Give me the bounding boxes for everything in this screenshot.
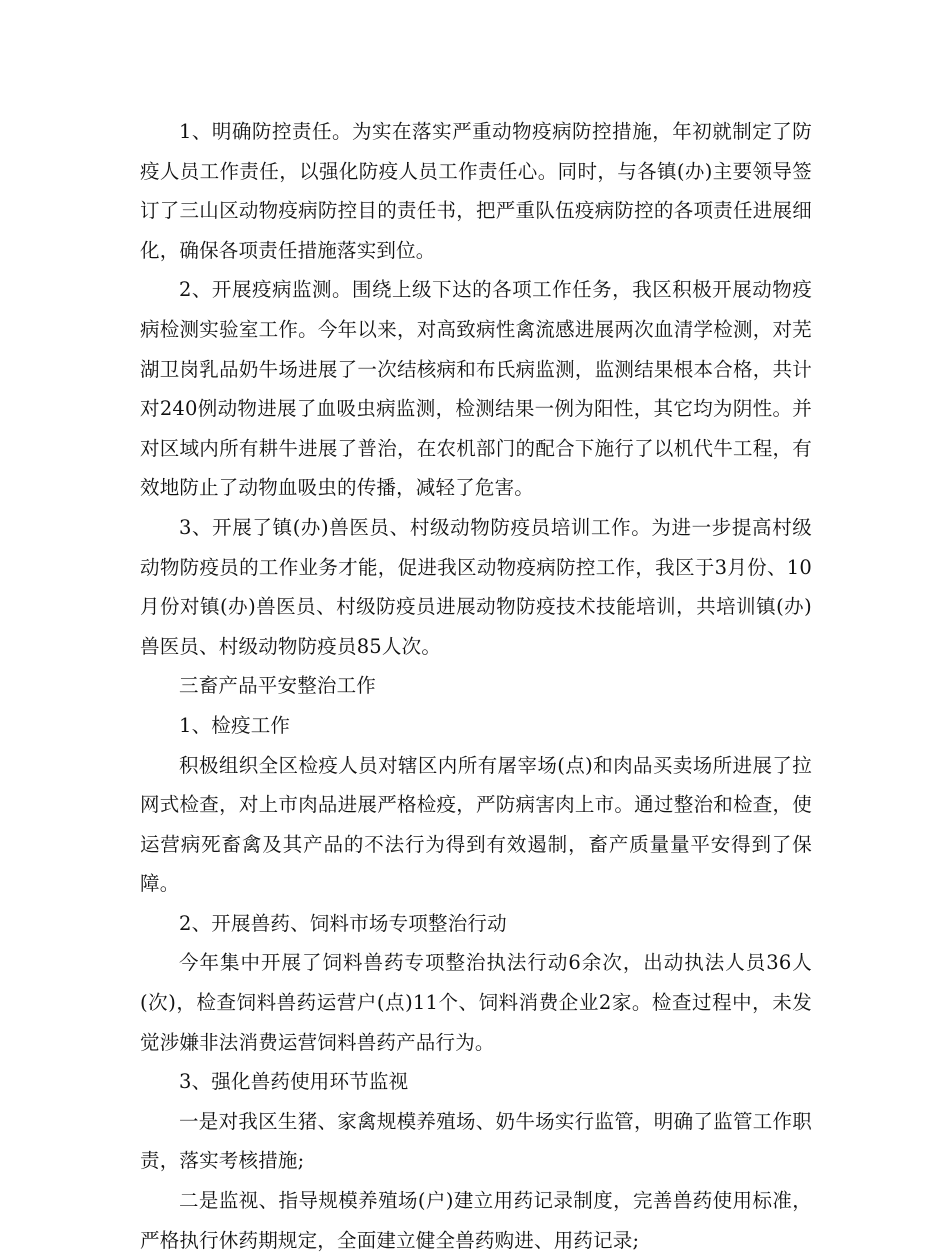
paragraph-farm-supervision: 一是对我区生猪、家禽规模养殖场、奶牛场实行监管，明确了监管工作职责，落实考核措施; xyxy=(140,1109,812,1173)
paragraph-disease-monitoring: 2、开展疫病监测。围绕上级下达的各项工作任务，我区积极开展动物疫病检测实验室工作。今年以来，对高致病性禽流感进展两次血清学检测，对芜湖卫岗乳品奶牛场进展了一次结核病和布氏病监测，监测结果根本合格，共计对240例动物进展了血吸虫病监测，检测结果一例为阳性，其它均为阴性。并对区域内所有耕牛进展了普治，在农机部门的配合下施行了以机代牛工程，有效地防止了动物血吸虫的传播，减轻了危害。 xyxy=(140,278,812,500)
paragraph-drug-records: 二是监视、指导规模养殖场(户)建立用药记录制度，完善兽药使用标准，严格执行休药期规定，全面建立健全兽药购进、用药记录; xyxy=(140,1189,812,1252)
paragraph-quarantine-work: 积极组织全区检疫人员对辖区内所有屠宰场(点)和肉品买卖场所进展了拉网式检查，对上市肉品进展严格检疫，严防病害肉上市。通过整治和检查，使运营病死畜禽及其产品的不法行为得到有效遏制，畜产质量量平安得到了保障。 xyxy=(140,753,812,896)
document-body xyxy=(140,112,812,1260)
paragraph-prevention-responsibility: 1、明确防控责任。为实在落实严重动物疫病防控措施，年初就制定了防疫人员工作责任，以强化防疫人员工作责任心。同时，与各镇(办)主要领导签订了三山区动物疫病防控目的责任书，把严重队伍疫病防控的各项责任进展细化，确保各项责任措施落实到位。 xyxy=(140,120,812,262)
subheading-drug-supervision: 3、强化兽药使用环节监视 xyxy=(179,1070,409,1094)
paragraph-enforcement-actions: 今年集中开展了饲料兽药专项整治执法行动6余次，出动执法人员36人(次)，检查饲料兽药运营户(点)11个、饲料消费企业2家。检查过程中，未发觉涉嫌非法消费运营饲料兽药产品行为。 xyxy=(140,951,812,1054)
subheading-market-rectification: 2、开展兽药、饲料市场专项整治行动 xyxy=(179,911,507,935)
section-heading-livestock-safety: 三畜产品平安整治工作 xyxy=(179,674,377,698)
subheading-quarantine: 1、检疫工作 xyxy=(179,713,291,737)
paragraph-vet-training: 3、开展了镇(办)兽医员、村级动物防疫员培训工作。为进一步提高村级动物防疫员的工作业务才能，促进我区动物疫病防控工作，我区于3月份、10月份对镇(办)兽医员、村级防疫员进展动物防疫技术技能培训，共培训镇(办)兽医员、村级动物防疫员85人次。 xyxy=(140,515,812,658)
